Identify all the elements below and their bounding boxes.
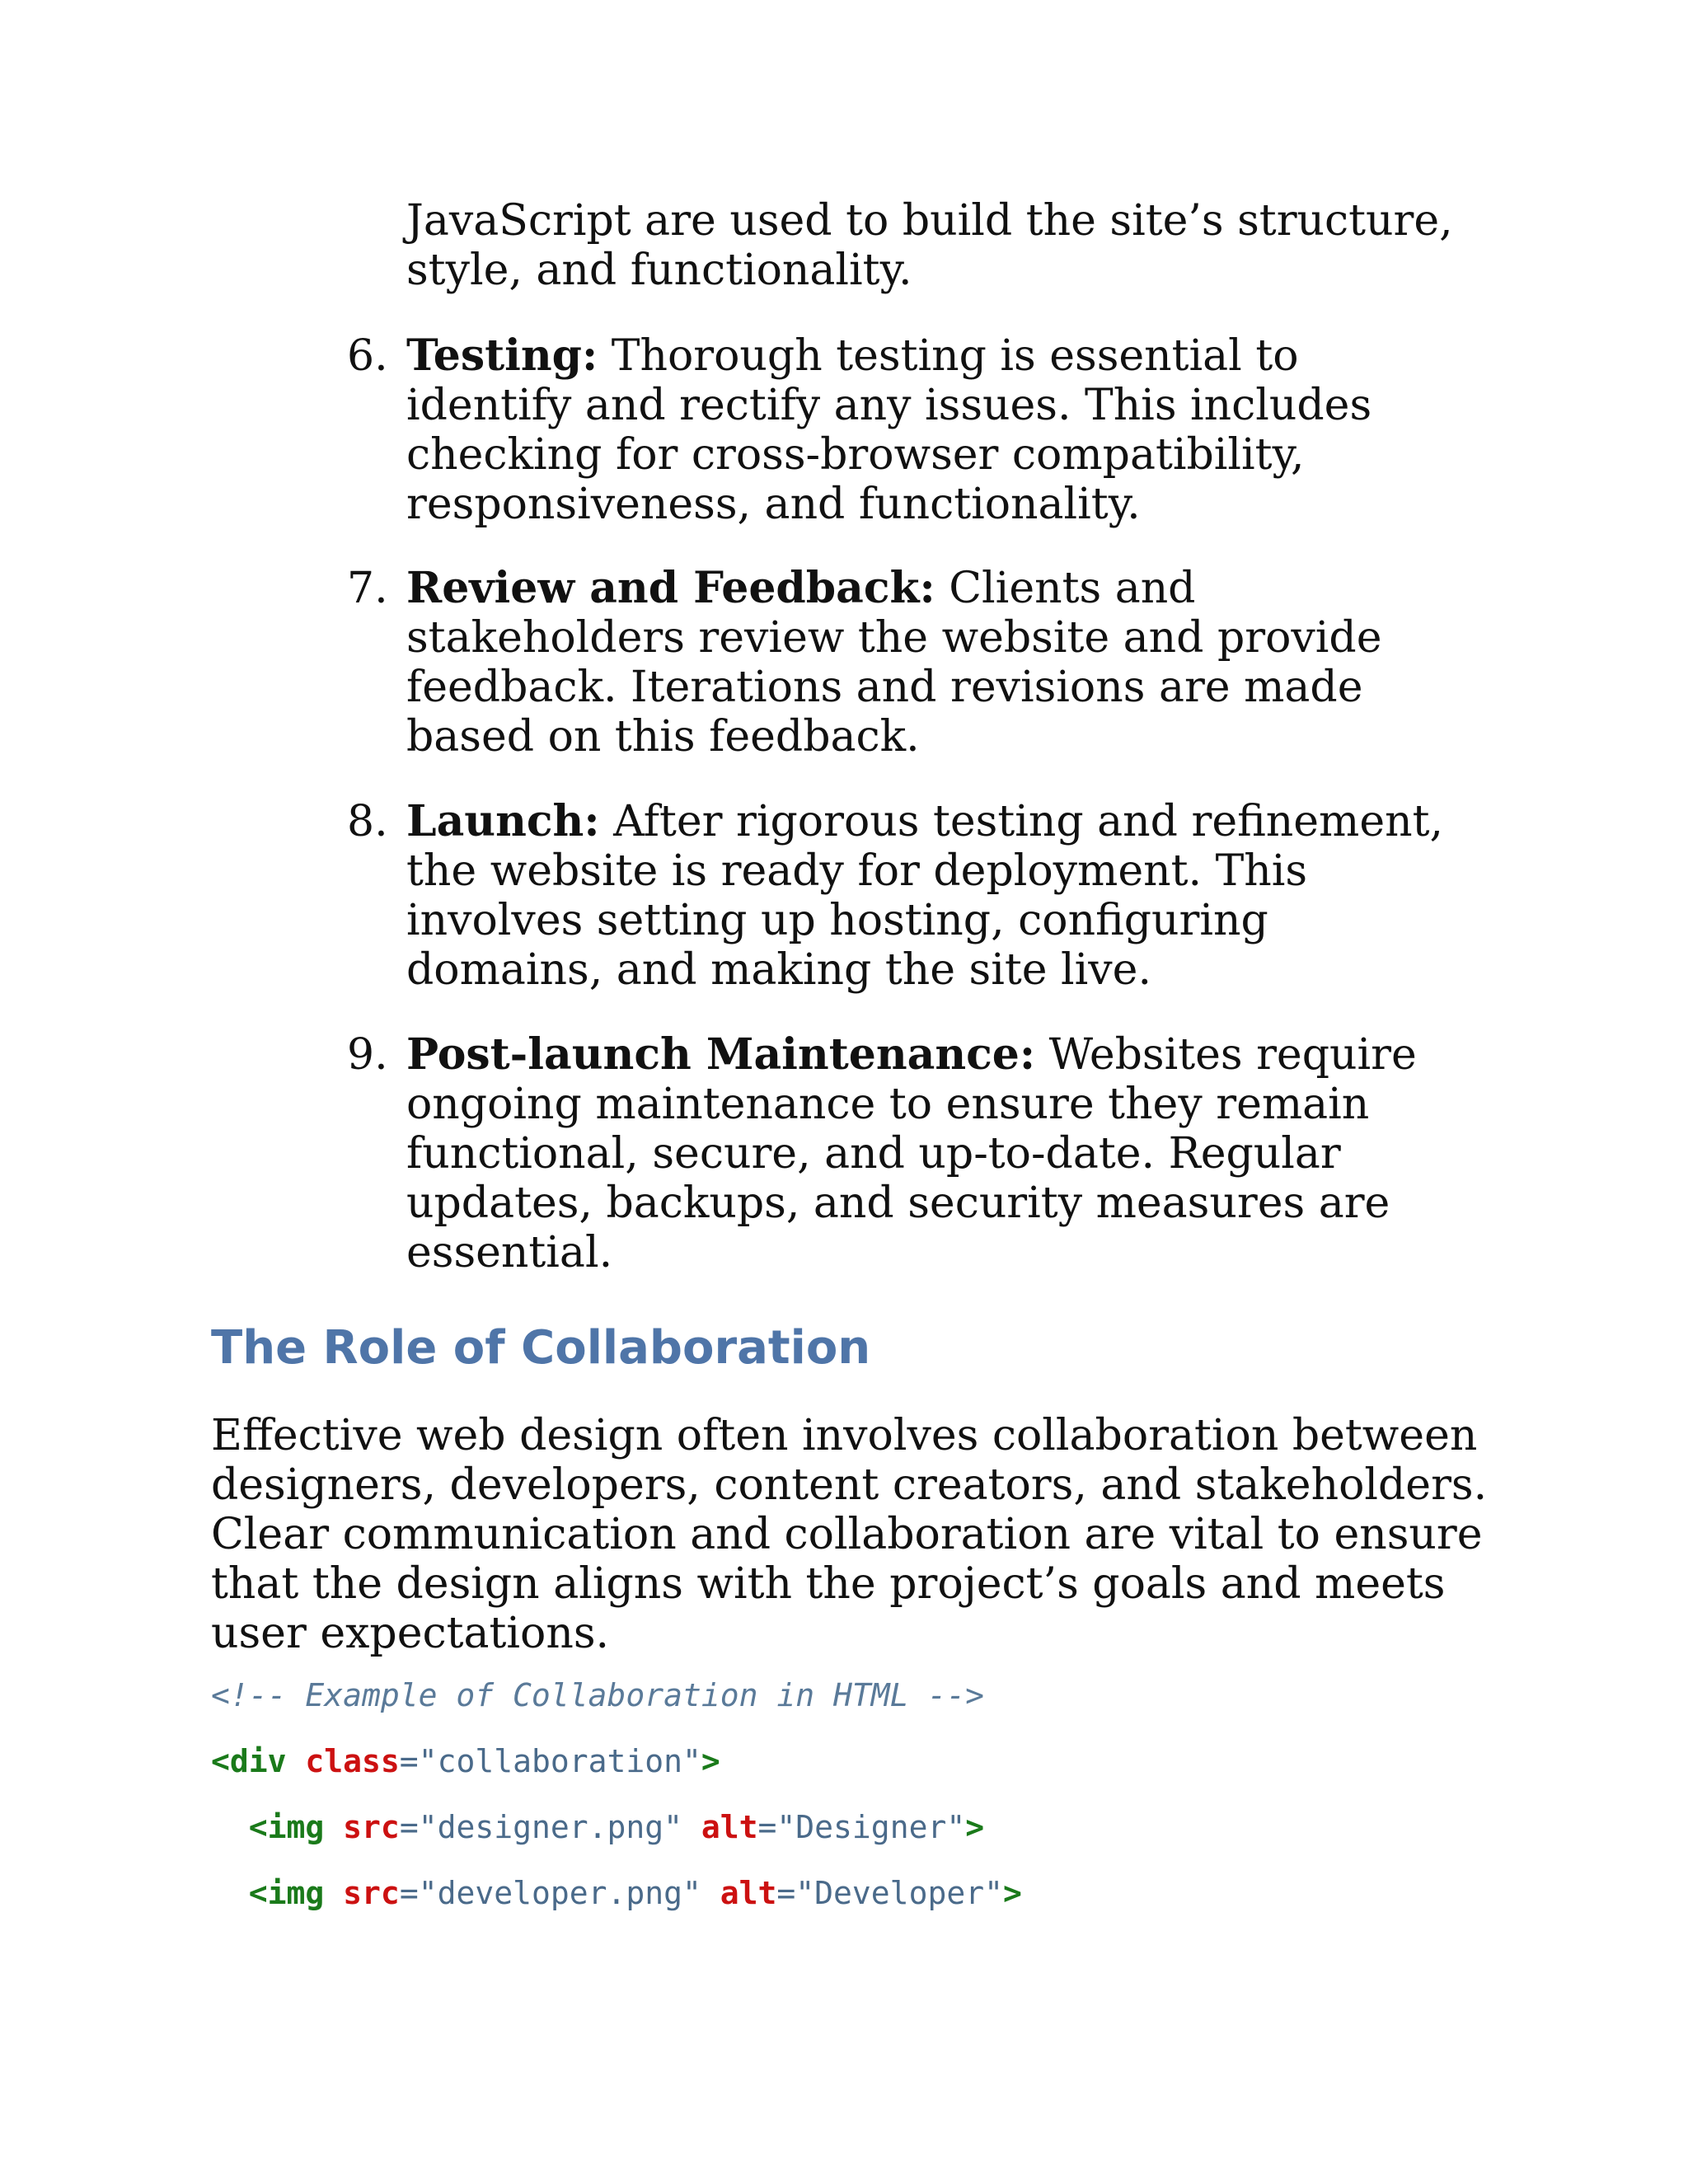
list-item-title: Review and Feedback: <box>406 563 935 613</box>
code-string: "developer.png" <box>418 1875 701 1911</box>
code-equals: = <box>399 1743 419 1779</box>
code-string: "designer.png" <box>418 1809 682 1845</box>
list-item-title: Post-launch Maintenance: <box>406 1029 1036 1080</box>
section-heading: The Role of Collaboration <box>211 1321 871 1375</box>
code-tag-close: > <box>965 1809 985 1845</box>
list-item-testing <box>347 331 1451 529</box>
code-equals: = <box>757 1809 777 1845</box>
code-tag-close: > <box>1002 1875 1022 1911</box>
list-item-body <box>406 797 1470 995</box>
code-line-img-designer <box>211 1808 984 1846</box>
code-comment: <!-- Example of Collaboration in HTML --> <box>211 1677 984 1713</box>
code-string: "Developer" <box>795 1875 1003 1911</box>
code-tag: <img <box>248 1809 325 1845</box>
list-item-review-feedback <box>347 564 1451 762</box>
code-line-img-developer <box>211 1874 1022 1912</box>
list-item-text: Thorough testing is essential to identify and rectify any issues. This includes checking for cross-browser compatibility, responsiveness, and functionality. <box>406 331 1372 529</box>
list-item-post-launch-maintenance <box>347 1030 1451 1277</box>
list-item-body <box>406 564 1470 762</box>
code-equals: = <box>399 1875 419 1911</box>
code-attr: src <box>343 1809 400 1845</box>
list-item-launch <box>347 797 1451 995</box>
code-attr: alt <box>701 1809 758 1845</box>
code-attr: alt <box>720 1875 777 1911</box>
list-item-title: Launch: <box>406 796 600 846</box>
code-tag: <div <box>211 1743 287 1779</box>
list-number: 9. <box>347 1030 388 1080</box>
list-item-text: Websites require ongoing maintenance to ensure they remain functional, secure, and up-to-date. Regular updates, backups, and security measures are essential. <box>406 1030 1417 1277</box>
code-string: "Designer" <box>776 1809 966 1845</box>
list-item-text: After rigorous testing and refinement, the website is ready for deployment. This involves setting up hosting, configuring domains, and making the site live. <box>406 797 1444 995</box>
code-tag: <img <box>248 1875 325 1911</box>
code-equals: = <box>776 1875 796 1911</box>
list-item-body <box>406 331 1470 529</box>
list-item-text: Clients and stakeholders review the website and provide feedback. Iterations and revisions are made based on this feedback. <box>406 564 1382 762</box>
code-tag-close: > <box>701 1743 720 1779</box>
code-comment-line <box>211 1676 984 1714</box>
code-equals: = <box>399 1809 419 1845</box>
list-number: 7. <box>347 564 388 613</box>
code-attr: src <box>343 1875 400 1911</box>
list-number: 8. <box>347 797 388 846</box>
code-string: "collaboration" <box>418 1743 701 1779</box>
code-line-div <box>211 1742 720 1780</box>
code-attr: class <box>305 1743 400 1779</box>
list-item-5-continuation: JavaScript are used to build the site’s structure, style, and functionality. <box>406 196 1453 295</box>
list-item-title: Testing: <box>406 330 598 381</box>
section-paragraph: Effective web design often involves collaboration between designers, developers, content creators, and stakeholders. Clear communication and collaboration are vital to ensure that the design aligns with the project’s goals and meets user expectations. <box>211 1411 1488 1658</box>
list-item-body <box>406 1030 1470 1277</box>
list-number: 6. <box>347 331 388 381</box>
